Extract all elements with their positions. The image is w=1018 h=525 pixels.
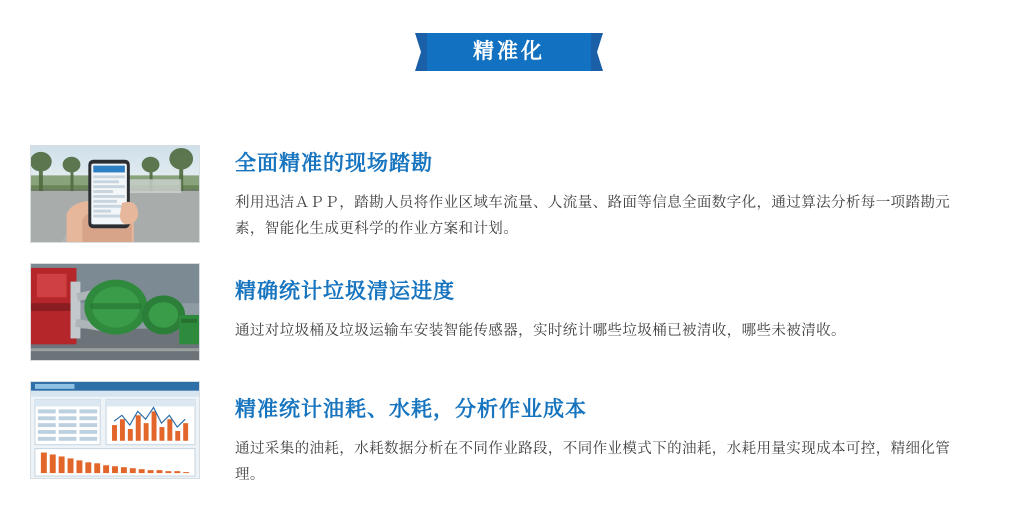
hand-holding-phone-on-road-photo (30, 145, 200, 243)
feature-text (235, 145, 990, 242)
analytics-dashboard-screenshot (30, 381, 200, 479)
feature-description: 通过对垃圾桶及垃圾运输车安装智能传感器，实时统计哪些垃圾桶已被清收，哪些未被清收。 (235, 323, 846, 340)
garbage-truck-loading-bins-photo (30, 263, 200, 361)
feature-title: 全面精准的现场踏勘 (235, 152, 433, 175)
banner-title: 精准化 (473, 40, 545, 63)
banner-container (0, 33, 1018, 73)
feature-list (30, 145, 990, 508)
banner-right-arrow-shape (591, 33, 603, 71)
feature-item (30, 263, 990, 361)
feature-item (30, 145, 990, 243)
feature-description: 利用迅洁ＡＰＰ，踏勘人员将作业区域车流量、人流量、路面等信息全面数字化，通过算法分析每一项踏勘元素，智能化生成更科学的作业方案和计划。 (235, 195, 951, 238)
banner-left-arrow-shape (415, 33, 427, 71)
feature-item (30, 381, 990, 488)
feature-description: 通过采集的油耗，水耗数据分析在不同作业路段，不同作业模式下的油耗，水耗用量实现成本可控，精细化管理。 (235, 441, 951, 484)
banner (415, 33, 603, 71)
feature-title: 精确统计垃圾清运进度 (235, 280, 455, 303)
feature-text (235, 381, 990, 488)
banner-body (427, 33, 591, 71)
feature-text (235, 263, 990, 344)
feature-title: 精准统计油耗、水耗，分析作业成本 (235, 398, 587, 421)
